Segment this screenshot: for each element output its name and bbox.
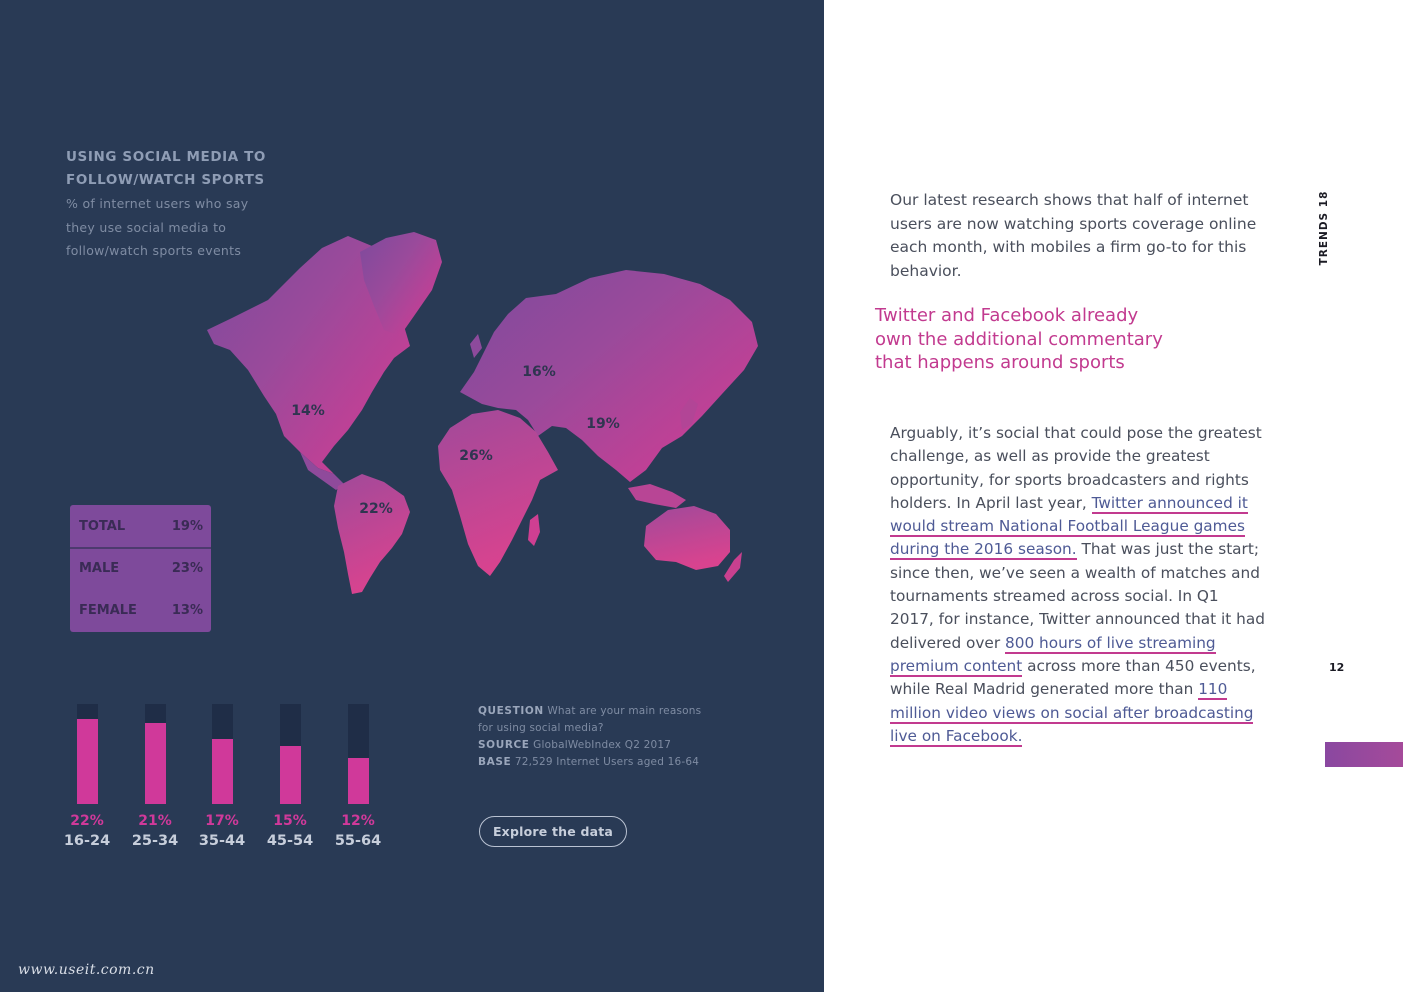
base-label: BASE: [478, 756, 512, 768]
summary-table: [70, 505, 211, 632]
region-madagascar: [528, 514, 540, 546]
article-panel: [824, 0, 1403, 992]
bar-35-44: [212, 739, 233, 804]
base-text: 72,529 Internet Users aged 16-64: [514, 756, 700, 768]
region-new-zealand: [724, 552, 742, 582]
map-label-mea: 26%: [459, 448, 493, 464]
map-label-latin-america: 22%: [359, 501, 393, 517]
summary-label: FEMALE: [79, 602, 137, 618]
summary-label: TOTAL: [79, 518, 126, 534]
region-africa: [438, 410, 558, 576]
bar-value-label: 21%: [138, 813, 172, 829]
article-subheading: Twitter and Facebook already own the additional commentary that happens around sports: [875, 305, 1163, 373]
link-live-streaming-hours[interactable]: 800 hours of live streaming premium content: [890, 633, 1216, 675]
bar-55-64: [348, 758, 369, 804]
bar-category-label: 16-24: [63, 833, 111, 849]
section-label: TRENDS 18: [1318, 190, 1330, 266]
article-intro: Our latest research shows that half of internet users are now watching sports coverage online each month, with mobiles a firm go-to for this behavior.: [890, 191, 1257, 280]
link-nfl-streaming[interactable]: Twitter announced it would stream National Football League games during the 2016 season.: [890, 493, 1248, 559]
page-number: 12: [1329, 661, 1345, 674]
map-label-europe: 16%: [522, 364, 556, 380]
explore-data-button[interactable]: Explore the data: [479, 816, 627, 847]
region-australia: [644, 506, 730, 570]
summary-row-male: [70, 547, 211, 589]
map-label-north-america: 14%: [291, 403, 325, 419]
bar-value-label: 17%: [205, 813, 239, 829]
bar-value-label: 22%: [70, 813, 104, 829]
body-part-1: Arguably, it’s social that could pose the greatest challenge, as well as provide the greatest opportunity, for sports broadcasters and rights holders. In April last year,: [890, 424, 1262, 512]
source-label: SOURCE: [478, 739, 530, 751]
chart-subtitle: % of internet users who say they use social media to follow/watch sports events: [66, 196, 249, 258]
chart-title: USING SOCIAL MEDIA TO FOLLOW/WATCH SPORTS: [66, 149, 266, 188]
bar-category-label: 25-34: [131, 833, 179, 849]
bar-category-label: 45-54: [266, 833, 314, 849]
summary-row-female: [70, 589, 211, 631]
bar-value-label: 12%: [341, 813, 375, 829]
bar-45-54: [280, 746, 301, 804]
link-real-madrid-views[interactable]: 110 million video views on social after broadcasting live on Facebook.: [890, 680, 1254, 745]
region-se-asia: [628, 484, 686, 508]
summary-value: 19%: [171, 518, 203, 534]
region-uk: [470, 334, 482, 358]
bar-category-label: 55-64: [334, 833, 382, 849]
region-south-america: [334, 474, 410, 594]
source-text: GlobalWebIndex Q2 2017: [533, 739, 672, 751]
bar-16-24: [77, 719, 98, 804]
bar-25-34: [145, 723, 166, 804]
body-part-3: across more than 450 events, while Real Madrid generated more than: [890, 656, 1256, 699]
bar-category-label: 35-44: [198, 833, 246, 849]
question-label: QUESTION: [478, 705, 544, 717]
summary-value: 13%: [171, 602, 203, 618]
bar-value-label: 15%: [273, 813, 307, 829]
summary-value: 23%: [171, 560, 203, 576]
article-body: [890, 422, 1265, 748]
map-label-apac: 19%: [586, 416, 620, 432]
summary-label: MALE: [79, 560, 120, 576]
body-part-2: That was just the start; since then, we’ve seen a wealth of matches and tournaments streamed across social. In Q1 2017, for instance, Twitter announced that it had delivered over: [890, 540, 1265, 652]
watermark: www.useit.com.cn: [18, 962, 155, 978]
summary-row-total: [70, 505, 211, 547]
page-tab-marker: [1325, 742, 1403, 767]
question-text: What are your main reasons for using social media?: [478, 705, 702, 734]
source-notes: [478, 703, 718, 771]
